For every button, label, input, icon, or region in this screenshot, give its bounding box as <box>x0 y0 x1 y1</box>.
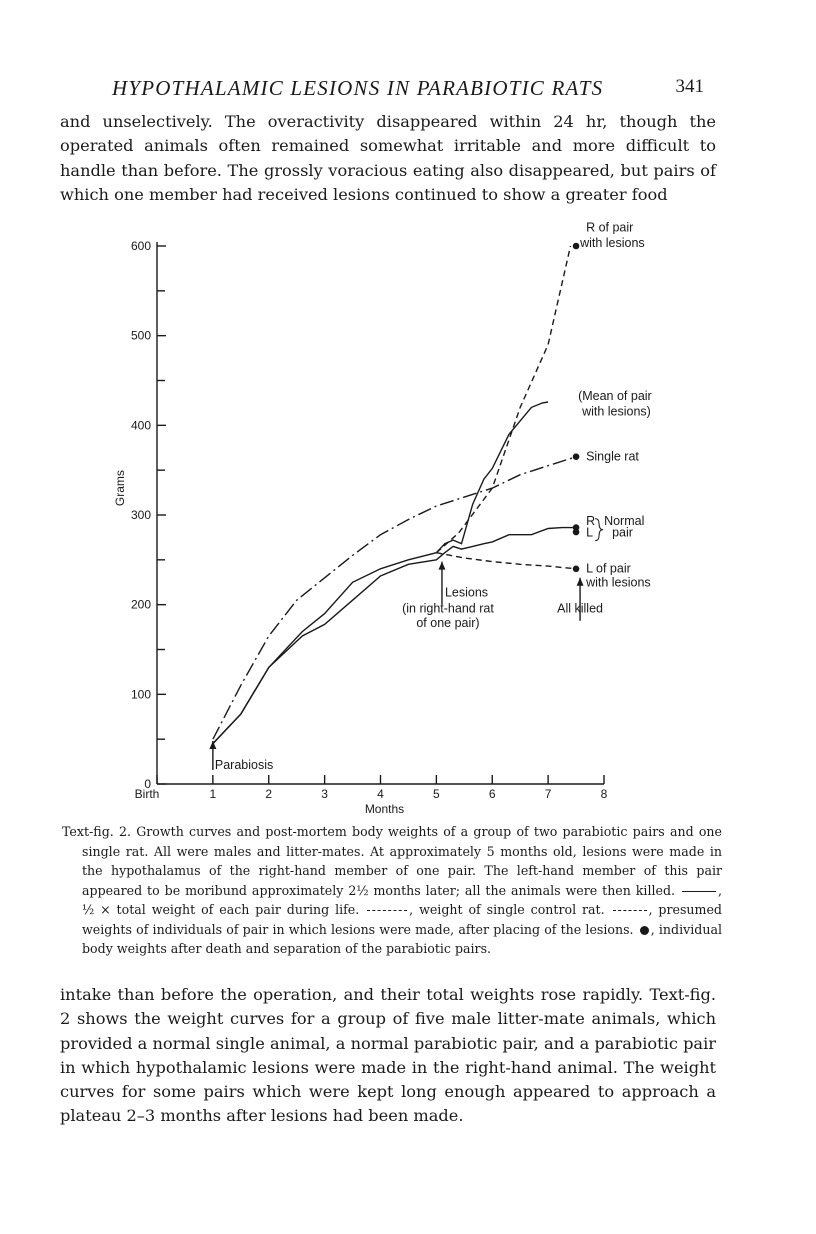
body-paragraph-top: and unselectively. The overactivity disappeared within 24 hr, though the operated animals often remained somewhat irritable and more difficult to handle than before. The grossly voracious eating also disappeared, but pairs of which one member had received lesions continued to show a greater food <box>60 112 716 204</box>
series-line-2 <box>213 457 576 740</box>
y-axis-label: Grams <box>113 470 127 507</box>
x-tick-label-1: 1 <box>209 787 217 801</box>
data-point-0 <box>573 243 580 250</box>
parabiosis-arrow-head <box>209 741 216 749</box>
label-normal-1: Normal <box>604 513 645 528</box>
y-tick-label-600: 600 <box>130 239 151 253</box>
dot-legend-sample <box>640 926 649 935</box>
label-all-killed: All killed <box>557 601 603 616</box>
label-lesions-note-2: of one pair) <box>416 616 480 631</box>
x-tick-label-5: 5 <box>433 787 440 801</box>
lesions-arrow-head <box>438 562 445 570</box>
y-tick-label-200: 200 <box>130 597 151 612</box>
page-number: 341 <box>675 76 704 97</box>
y-tick-label-300: 300 <box>130 508 151 522</box>
label-parabiosis: Parabiosis <box>214 758 274 772</box>
x-tick-label-2: 2 <box>265 787 273 801</box>
label-single-rat: Single rat <box>586 449 639 464</box>
label-l-pair-1: L of pair <box>586 561 631 576</box>
label-normal-l: L <box>586 525 594 540</box>
label-normal-r: R <box>586 513 596 528</box>
dashed-line-legend-sample <box>613 910 647 911</box>
label-lesions: Lesions <box>444 585 489 600</box>
label-mean-2: with lesions) <box>582 404 651 419</box>
body-paragraph-bottom: intake than before the operation, and their total weights rose rapidly. Text-fig. 2 shows the weight curves for a group of five male litter-mate animals, which provided a normal single animal, a normal parabiotic pair, and a parabiotic pair in which hypothalamic lesions were made in the right-hand animal. The weight curves for some pairs which were kept long enough appeared to approach a plateau 2–3 months after lesions had been made. <box>60 985 716 1126</box>
y-tick-label-400: 400 <box>130 418 151 433</box>
label-lesions-note-1: (in right-hand rat <box>402 601 494 616</box>
series-line-3 <box>436 246 570 553</box>
caption-text-1: Growth curves and post-mortem body weights of a group of two parabiotic pairs and one single rat. All were males and litter-mates. At approximately 5 months old, lesions were made in the hypothalamus of the right-hand member of one pair. The left-hand member of this pair appeared to be moribund approximately 2½ months later; all the animals were then killed. <box>82 824 722 898</box>
caption-text-4: , presumed weights of individuals of pair in which lesions were made, after placing of the lesions. <box>82 902 722 937</box>
dash-dot-line-legend-sample <box>367 910 407 911</box>
figure-caption <box>62 822 722 959</box>
label-r-pair-1: R of pair <box>586 220 634 235</box>
y-tick-label-100: 100 <box>130 687 151 702</box>
data-point-1 <box>573 453 580 460</box>
label-l-pair-2: with lesions <box>586 575 651 590</box>
caption-text-5: , individual body weights after death and separation of the parabiotic pairs. <box>82 921 722 956</box>
x-tick-label-3: 3 <box>321 787 328 801</box>
x-axis-label: Months <box>364 802 405 816</box>
y-tick-label-500: 500 <box>130 328 151 343</box>
label-mean-1: (Mean of pair <box>578 389 652 404</box>
series-line-4 <box>436 553 576 569</box>
y-tick-label-0: 0 <box>144 777 151 791</box>
caption-text-2: , ½ × total weight of each pair during life. <box>82 882 722 917</box>
solid-line-legend-sample <box>682 891 716 892</box>
data-point-3 <box>573 529 580 536</box>
series-line-0 <box>213 402 548 744</box>
series-line-1 <box>213 528 576 744</box>
running-title: HYPOTHALAMIC LESIONS IN PARABIOTIC RATS <box>112 76 604 100</box>
all-killed-arrow-head <box>577 578 584 586</box>
label-normal-2: pair <box>612 525 633 540</box>
x-tick-label-8: 8 <box>600 787 608 801</box>
label-r-pair-2: with lesions <box>580 235 645 250</box>
x-tick-label-6: 6 <box>488 787 496 801</box>
normal-pair-brace <box>595 519 603 541</box>
caption-label: Text-fig. 2. <box>62 824 131 839</box>
caption-text-3: , weight of single control rat. <box>409 902 605 917</box>
data-point-4 <box>573 566 580 573</box>
x-tick-label-0: Birth <box>134 787 160 801</box>
x-tick-label-4: 4 <box>377 787 384 801</box>
x-tick-label-7: 7 <box>544 787 552 801</box>
